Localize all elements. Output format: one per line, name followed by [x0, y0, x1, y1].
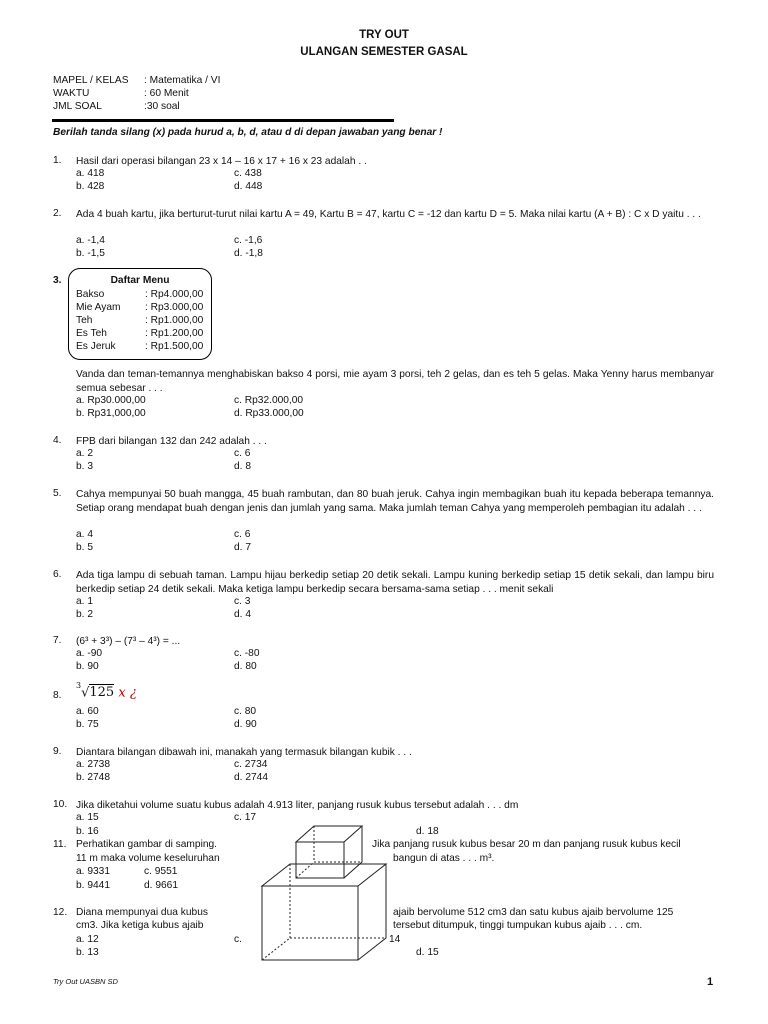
- meta-row: [53, 75, 220, 86]
- q11-text-left-2: 11 m maka volume keseluruhan: [76, 853, 220, 864]
- q11-text-right: Jika panjang rusuk kubus besar 20 m dan panjang rusuk kubus kecil: [372, 839, 681, 850]
- q5-text: Cahya mempunyai 50 buah mangga, 45 buah rambutan, dan 80 buah jeruk. Cahya ingin membagikan buah itu kepada beberapa temannya. Setiap orang mendapat buah dengan jenis dan jumlah yang sama. Maka jumlah teman Cahya yang memperoleh pembagian itu adalah . . .: [76, 489, 714, 514]
- q3-option-b[interactable]: b. Rp31,000,00: [76, 408, 146, 419]
- menu-item: [76, 289, 203, 300]
- q8-expression: [76, 681, 137, 701]
- q4-option-d[interactable]: d. 8: [234, 461, 251, 472]
- q1-text: Hasil dari operasi bilangan 23 x 14 – 16 x 17 + 16 x 23 adalah . .: [76, 156, 367, 167]
- q11-text-left: Perhatikan gambar di samping.: [76, 839, 218, 850]
- big-cube-top: [262, 864, 386, 886]
- q6-number: 6.: [53, 569, 62, 580]
- q1-option-b[interactable]: b. 428: [76, 181, 105, 192]
- meta-row: [53, 88, 189, 99]
- q5-option-c[interactable]: c. 6: [234, 529, 251, 540]
- q10-option-d[interactable]: d. 18: [416, 826, 439, 837]
- footer-label: Try Out UASBN SD: [53, 977, 118, 986]
- q6-option-c[interactable]: c. 3: [234, 596, 251, 607]
- meta-value: : Matematika / VI: [144, 75, 221, 86]
- q12-option-d[interactable]: d. 15: [416, 947, 439, 958]
- q11-option-c[interactable]: c. 9551: [144, 866, 178, 877]
- q4-number: 4.: [53, 435, 62, 446]
- menu-item-price: : Rp3.000,00: [145, 302, 204, 313]
- q3-number: 3.: [53, 275, 62, 286]
- q5-option-b[interactable]: b. 5: [76, 542, 93, 553]
- q8-option-d[interactable]: d. 90: [234, 719, 257, 730]
- menu-item: [76, 328, 203, 339]
- q9-number: 9.: [53, 746, 62, 757]
- root-index: 3: [76, 681, 82, 690]
- q11-number: 11.: [53, 839, 67, 850]
- q12-text-left-2: cm3. Jika ketiga kubus ajaib: [76, 920, 204, 931]
- q10-option-a[interactable]: a. 15: [76, 812, 99, 823]
- q4-option-c[interactable]: c. 6: [234, 448, 251, 459]
- menu-item: [76, 315, 203, 326]
- q10-option-b[interactable]: b. 16: [76, 826, 99, 837]
- q6-option-b[interactable]: b. 2: [76, 609, 93, 620]
- small-cube-front: [296, 842, 344, 878]
- q8-option-b[interactable]: b. 75: [76, 719, 99, 730]
- big-cube-side: [358, 864, 386, 960]
- menu-item-name: Es Teh: [76, 328, 107, 339]
- radicand: 125: [89, 685, 115, 701]
- q8-option-a[interactable]: a. 60: [76, 706, 99, 717]
- q12-option-a[interactable]: a. 12: [76, 934, 99, 945]
- q6-option-a[interactable]: a. 1: [76, 596, 93, 607]
- menu-item-price: : Rp1.000,00: [145, 315, 204, 326]
- page-number: 1: [707, 976, 714, 988]
- q8-number: 8.: [53, 690, 62, 701]
- q3-option-c[interactable]: c. Rp32.000,00: [234, 395, 304, 406]
- q1-number: 1.: [53, 155, 62, 166]
- q7-option-b[interactable]: b. 90: [76, 661, 99, 672]
- q5-option-d[interactable]: d. 7: [234, 542, 251, 553]
- q12-option-c[interactable]: c.: [234, 934, 242, 945]
- q2-text: Ada 4 buah kartu, jika berturut-turut nilai kartu A = 49, Kartu B = 47, kartu C = -12 dan kartu D = 5. Maka nilai kartu (A + B) : C x D yaitu . . .: [76, 209, 701, 220]
- q5-number: 5.: [53, 488, 62, 499]
- q12-number: 12.: [53, 907, 68, 918]
- q9-option-c[interactable]: c. 2734: [234, 759, 268, 770]
- q2-option-b[interactable]: b. -1,5: [76, 248, 105, 259]
- menu-item-name: Bakso: [76, 289, 105, 300]
- menu-item-name: Teh: [76, 315, 93, 326]
- small-cube-top: [296, 826, 362, 842]
- q7-option-c[interactable]: c. -80: [234, 648, 260, 659]
- meta-row: [53, 101, 180, 112]
- menu-item: [76, 341, 203, 352]
- q7-option-d[interactable]: d. 80: [234, 661, 257, 672]
- q2-option-d[interactable]: d. -1,8: [234, 248, 263, 259]
- q12-option-c-value[interactable]: 14: [389, 934, 401, 945]
- q7-number: 7.: [53, 635, 62, 646]
- q11-option-b[interactable]: b. 9441: [76, 880, 110, 891]
- menu-title: Daftar Menu: [110, 275, 170, 286]
- q4-option-b[interactable]: b. 3: [76, 461, 93, 472]
- q10-option-c[interactable]: c. 17: [234, 812, 257, 823]
- meta-key: MAPEL / KELAS: [53, 75, 129, 86]
- header-rule: [52, 119, 394, 122]
- q12-text-right-2: tersebut ditumpuk, tinggi tumpukan kubus ajaib . . . cm.: [393, 920, 643, 931]
- q11-text-right-2: bangun di atas . . . m³.: [393, 853, 495, 864]
- big-cube-front: [262, 886, 358, 960]
- q6-option-d[interactable]: d. 4: [234, 609, 251, 620]
- radical-sign-icon: √: [81, 685, 90, 701]
- menu-item-price: : Rp1.200,00: [145, 328, 204, 339]
- expression-tail: x ¿: [118, 685, 137, 701]
- stacked-cubes-figure: [258, 822, 390, 962]
- q4-option-a[interactable]: a. 2: [76, 448, 93, 459]
- menu-box: [68, 268, 212, 360]
- q8-option-c[interactable]: c. 80: [234, 706, 257, 717]
- menu-item: [76, 302, 203, 313]
- menu-item-name: Es Jeruk: [76, 341, 116, 352]
- q3-option-d[interactable]: d. Rp33.000,00: [234, 408, 304, 419]
- q6-text: Ada tiga lampu di sebuah taman. Lampu hijau berkedip setiap 20 detik sekali. Lampu kuning berkedip setiap 15 detik sekali, dan lampu biru berkedip setiap 24 detik sekali. Maka ketiga lampu berkedip secara bersama-sama setiap . . . menit sekali: [76, 570, 714, 595]
- meta-value: :30 soal: [144, 101, 180, 112]
- q2-option-c[interactable]: c. -1,6: [234, 235, 263, 246]
- q12-text-left: Diana mempunyai dua kubus: [76, 907, 208, 918]
- meta-key: WAKTU: [53, 88, 90, 99]
- q12-option-b[interactable]: b. 13: [76, 947, 99, 958]
- q10-text: Jika diketahui volume suatu kubus adalah 4.913 liter, panjang rusuk kubus tersebut adalah . . . dm: [76, 800, 519, 811]
- q4-text: FPB dari bilangan 132 dan 242 adalah . . .: [76, 436, 267, 447]
- menu-item-name: Mie Ayam: [76, 302, 121, 313]
- title-semester: ULANGAN SEMESTER GASAL: [300, 46, 468, 58]
- title-try-out: TRY OUT: [359, 29, 409, 41]
- q3-option-a[interactable]: a. Rp30.000,00: [76, 395, 146, 406]
- q11-option-a[interactable]: a. 9331: [76, 866, 110, 877]
- q9-option-b[interactable]: b. 2748: [76, 772, 110, 783]
- meta-key: JML SOAL: [53, 101, 102, 112]
- q3-text: Vanda dan teman-temannya menghabiskan bakso 4 porsi, mie ayam 3 porsi, teh 2 gelas, dan es teh 5 gelas. Maka Yenny harus membanyar semua sebesar . . .: [76, 369, 714, 394]
- q2-number: 2.: [53, 208, 62, 219]
- q12-text-right: ajaib bervolume 512 cm3 dan satu kubus ajaib bervolume 125: [393, 907, 674, 918]
- q9-option-a[interactable]: a. 2738: [76, 759, 110, 770]
- q11-option-d[interactable]: d. 9661: [144, 880, 178, 891]
- q1-option-d[interactable]: d. 448: [234, 181, 263, 192]
- q7-option-a[interactable]: a. -90: [76, 648, 103, 659]
- menu-item-price: : Rp4.000,00: [145, 289, 204, 300]
- menu-item-price: : Rp1.500,00: [145, 341, 204, 352]
- meta-value: : 60 Menit: [144, 88, 189, 99]
- q9-text: Diantara bilangan dibawah ini, manakah yang termasuk bilangan kubik . . .: [76, 747, 412, 758]
- instruction: Berilah tanda silang (x) pada hurud a, b, d, atau d di depan jawaban yang benar !: [53, 127, 443, 138]
- q5-option-a[interactable]: a. 4: [76, 529, 93, 540]
- q7-text: (6³ + 3³) – (7³ – 4³) = ...: [76, 636, 181, 647]
- q2-option-a[interactable]: a. -1,4: [76, 235, 105, 246]
- q1-option-a[interactable]: a. 418: [76, 168, 105, 179]
- q1-option-c[interactable]: c. 438: [234, 168, 262, 179]
- q9-option-d[interactable]: d. 2744: [234, 772, 268, 783]
- q10-number: 10.: [53, 799, 68, 810]
